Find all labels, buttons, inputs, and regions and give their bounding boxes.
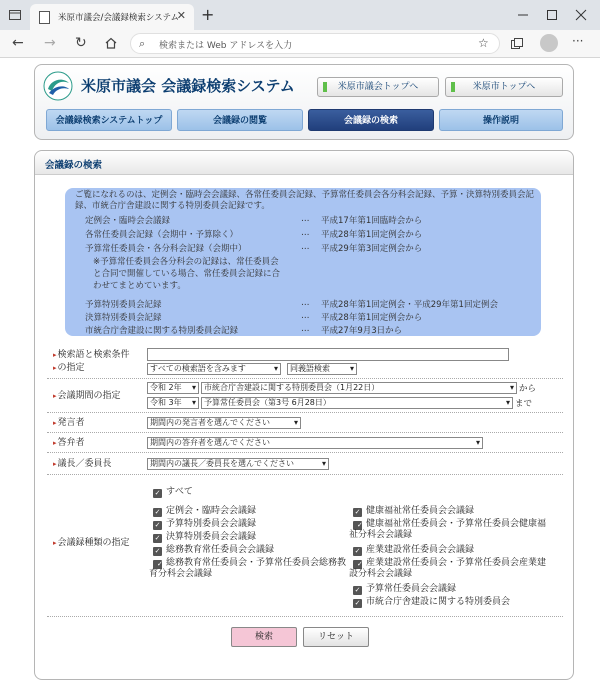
type-checkbox[interactable] — [153, 532, 256, 543]
type-label: 市統合庁舎建設に関する特別委員会 — [366, 597, 511, 607]
info-row-label: 予算特別委員会記録 — [85, 300, 162, 310]
type-checkbox[interactable] — [153, 545, 274, 556]
info-row-sep: … — [301, 228, 310, 238]
keyword-input[interactable] — [147, 348, 509, 361]
period-label: ▸ 会議期間の指定 — [53, 390, 121, 402]
city-logo-icon — [43, 71, 73, 101]
info-row-value: 平成28年第1回定例会・平成29年第1回定例会 — [321, 300, 498, 310]
browser-tab-bar — [0, 0, 600, 30]
home-icon[interactable] — [104, 36, 118, 54]
address-placeholder: 検索または Web アドレスを入力 — [159, 41, 293, 51]
type-checkbox[interactable] — [349, 519, 549, 541]
tab-title: 米原市議会/会議録検索システム — [58, 13, 180, 23]
check-icon: ✓ — [154, 521, 161, 529]
info-row-label: 定例会・臨時会会議録 — [85, 216, 171, 226]
more-icon[interactable]: ··· — [572, 34, 584, 48]
section-title: 会議録の検索 — [35, 151, 573, 175]
info-row-sep: … — [301, 298, 310, 308]
info-row-value: 平成17年第1回臨時会から — [321, 216, 423, 226]
info-row-label: 各常任委員会記録（会期中・予算除く） — [85, 230, 239, 240]
type-label: 産業建設常任委員会・予算常任委員会産業建設分科会会議録 — [349, 558, 547, 579]
info-row-sep: … — [301, 311, 310, 321]
types-row — [47, 475, 563, 617]
type-checkbox[interactable] — [353, 584, 456, 595]
window-menu-icon[interactable] — [8, 8, 22, 22]
chair-label: ▸ 議長／委員長 — [53, 458, 112, 470]
period-row — [47, 379, 563, 413]
synonym-select[interactable]: 同義語検索 ▾ — [287, 363, 357, 375]
chair-row — [47, 453, 563, 475]
chair-select[interactable]: 期間内の議長／委員長を選んでください ▾ — [147, 458, 329, 470]
favorite-icon[interactable]: ☆ — [478, 36, 489, 50]
info-row-sep: … — [301, 214, 310, 224]
browser-tab[interactable] — [30, 4, 194, 30]
council-top-label: 米原市議会トップへ — [337, 82, 419, 92]
check-icon: ✓ — [153, 560, 162, 569]
answerer-select[interactable]: 期間内の答弁者を選んでください ▾ — [147, 437, 483, 449]
info-row-value: 平成28年第1回定例会から — [321, 230, 423, 240]
info-row-value: 平成29年第3回定例会から — [321, 244, 423, 254]
collections-icon[interactable] — [510, 37, 524, 55]
type-label: 産業建設常任委員会会議録 — [366, 545, 475, 555]
type-checkbox[interactable] — [153, 519, 256, 530]
check-icon: ✓ — [154, 534, 161, 542]
browser-toolbar — [0, 30, 600, 58]
type-all-label: すべて — [166, 487, 193, 497]
type-label: 健康福祉常任委員会・予算常任委員会健康福祉分科会会議録 — [349, 519, 547, 540]
type-all-checkbox[interactable] — [153, 487, 193, 498]
link-bar-icon — [451, 82, 455, 92]
type-checkbox[interactable] — [353, 506, 474, 517]
from-year-select[interactable]: 令和 2年 ▾ — [147, 382, 199, 394]
info-note: ※予算常任委員会各分科会の記録は、常任委員会と合同で開催している場合、常任委員会記録に合わせてまとめています。 — [93, 257, 281, 291]
speaker-row — [47, 413, 563, 433]
close-window-icon[interactable] — [574, 8, 588, 22]
site-header — [34, 64, 574, 140]
council-top-link[interactable] — [317, 77, 439, 97]
keyword-row — [47, 345, 563, 379]
answerer-label: ▸ 答弁者 — [53, 437, 85, 449]
tab-close-icon[interactable]: ✕ — [176, 9, 186, 22]
forward-icon[interactable]: → — [44, 35, 56, 51]
type-label: 総務教育常任委員会・予算常任委員会総務教育分科会会議録 — [149, 558, 347, 579]
type-label: 総務教育常任委員会会議録 — [166, 545, 275, 555]
reset-button[interactable]: リセット — [303, 627, 369, 647]
to-meeting-select[interactable]: 予算常任委員会（第3号 6月28日） ▾ — [201, 397, 513, 409]
tab-search-system-top[interactable]: 会議録検索システムトップ — [46, 109, 172, 131]
search-icon: ⌕ — [139, 37, 146, 50]
type-label: 決算特別委員会会議録 — [166, 532, 257, 542]
check-icon: ✓ — [353, 560, 362, 569]
check-icon: ✓ — [354, 586, 361, 594]
tab-browse[interactable]: 会議録の閲覧 — [177, 109, 303, 131]
site-title: 米原市議会 会議録検索システム — [81, 77, 295, 95]
info-row-label: 予算常任委員会・各分科会記録（会期中） — [85, 244, 247, 254]
info-row-label: 決算特別委員会記録 — [85, 313, 162, 323]
check-icon: ✓ — [154, 489, 161, 497]
back-icon[interactable]: ← — [12, 35, 24, 51]
reload-icon[interactable]: ↻ — [75, 35, 87, 51]
info-intro: ご覧になれるのは、定例会・臨時会会議録、各常任委員会記録、予算常任委員会各分科会記録、予算・決算特別委員会記録、市統合庁舎建設に関する特別委員会記録です。 — [75, 190, 535, 211]
info-row-sep: … — [301, 324, 310, 334]
from-suffix: から — [519, 384, 537, 394]
page — [0, 58, 600, 690]
check-icon: ✓ — [154, 508, 161, 516]
type-label: 予算常任委員会会議録 — [366, 584, 457, 594]
new-tab-icon[interactable]: + — [201, 5, 215, 24]
maximize-icon[interactable] — [545, 8, 559, 22]
city-top-label: 米原市トップへ — [472, 82, 536, 92]
check-icon: ✓ — [354, 508, 361, 516]
info-box — [65, 188, 541, 336]
types-label: ▸ 会議録種類の指定 — [53, 537, 130, 549]
answerer-row — [47, 433, 563, 453]
page-icon — [39, 11, 50, 24]
condition-select[interactable]: すべての検索語を含みます ▾ — [147, 363, 281, 375]
tab-help[interactable]: 操作説明 — [439, 109, 563, 131]
to-year-select[interactable]: 令和 3年 ▾ — [147, 397, 199, 409]
from-meeting-select[interactable]: 市統合庁舎建設に関する特別委員会（1月22日） ▾ — [201, 382, 517, 394]
info-row-value: 平成27年9月3日から — [321, 326, 403, 336]
check-icon: ✓ — [354, 599, 361, 607]
address-bar[interactable] — [130, 33, 500, 54]
check-icon: ✓ — [353, 521, 362, 530]
search-button[interactable]: 検索 — [231, 627, 297, 647]
type-checkbox[interactable] — [353, 597, 510, 608]
tab-search[interactable]: 会議録の検索 — [308, 109, 434, 131]
type-label: 定例会・臨時会会議録 — [166, 506, 257, 516]
keyword-label-2-text: の指定 — [57, 363, 85, 373]
type-checkbox[interactable] — [149, 558, 349, 580]
type-label: 予算特別委員会会議録 — [166, 519, 257, 529]
type-checkbox[interactable] — [153, 506, 256, 517]
info-row-label: 市統合庁舎建設に関する特別委員会記録 — [85, 326, 239, 336]
to-suffix: まで — [515, 399, 533, 409]
keyword-label-2 — [53, 362, 85, 374]
minimize-icon[interactable] — [516, 8, 530, 22]
city-top-link[interactable] — [445, 77, 563, 97]
keyword-label: ▸ 検索語と検索条件 — [53, 349, 130, 361]
check-icon: ✓ — [354, 547, 361, 555]
speaker-label: ▸ 発言者 — [53, 417, 85, 429]
search-panel — [34, 150, 574, 680]
speaker-select[interactable]: 期間内の発言者を選んでください ▾ — [147, 417, 301, 429]
type-checkbox[interactable] — [349, 558, 549, 580]
info-row-sep: … — [301, 242, 310, 252]
link-bar-icon — [323, 82, 327, 92]
info-row-value: 平成28年第1回定例会から — [321, 313, 423, 323]
type-label: 健康福祉常任委員会会議録 — [366, 506, 475, 516]
type-checkbox[interactable] — [353, 545, 474, 556]
check-icon: ✓ — [154, 547, 161, 555]
profile-avatar[interactable] — [540, 34, 558, 52]
